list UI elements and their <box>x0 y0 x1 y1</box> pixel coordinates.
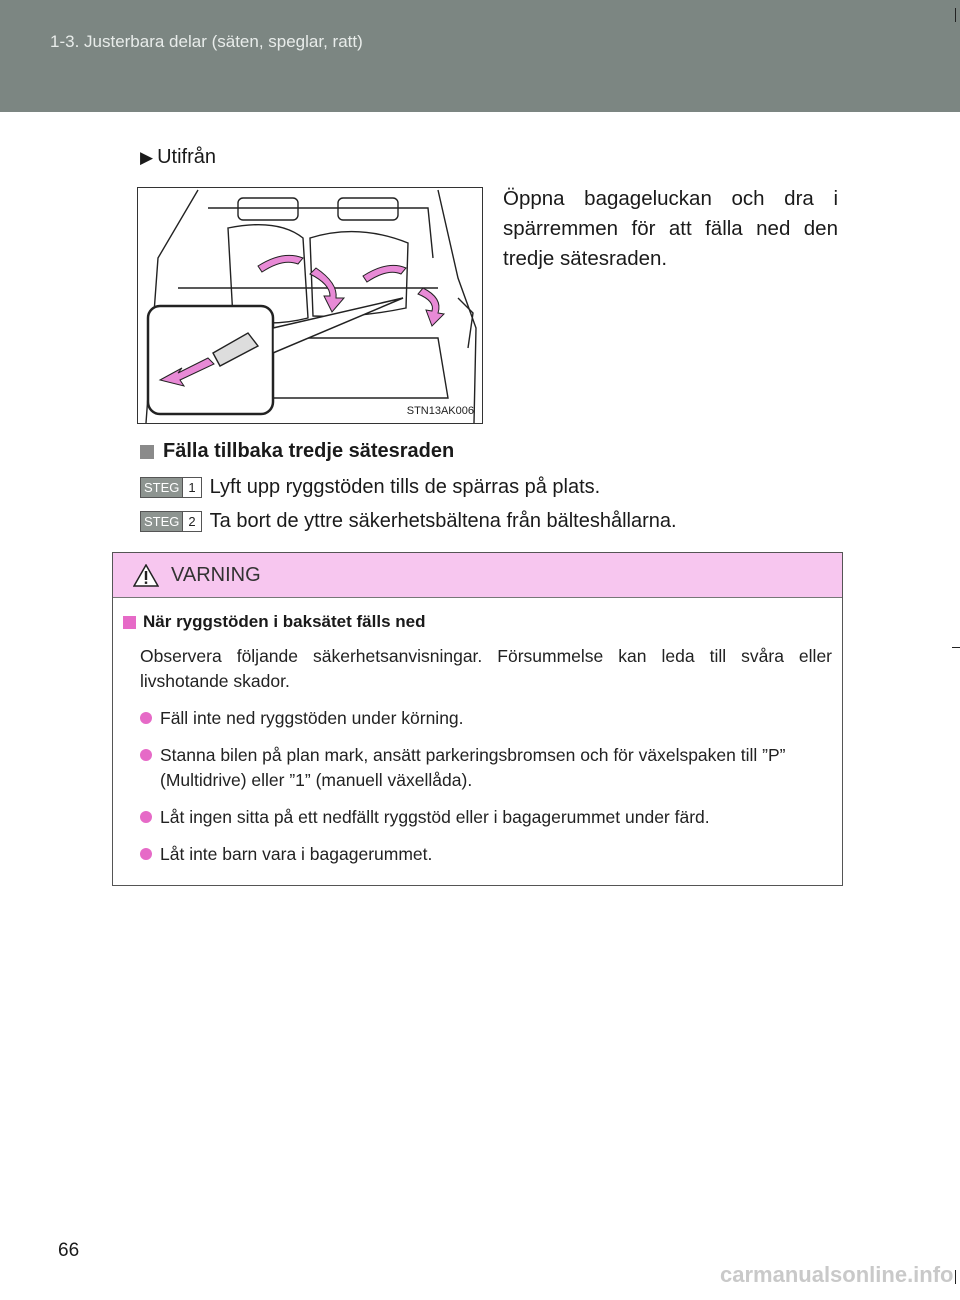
warning-bullet: Låt inte barn vara i bagagerummet. <box>140 842 832 867</box>
step-text: Lyft upp ryggstöden tills de spärras på plats. <box>209 476 601 498</box>
trim-mark <box>955 8 956 22</box>
arrow-right-icon: ▶ <box>140 147 154 167</box>
section-title: 1-3. Justerbara delar (säten, speglar, ratt) <box>50 32 363 51</box>
bullet-dot-icon <box>140 712 152 724</box>
page-header <box>0 0 960 112</box>
square-bullet-icon <box>140 445 154 459</box>
page-number: 66 <box>58 1240 80 1261</box>
warning-bullet: Stanna bilen på plan mark, ansätt parkeringsbromsen och för växelspaken till ”P” (Multidrive) eller ”1” (manuell växellåda). <box>140 743 832 793</box>
step-1 <box>140 476 600 499</box>
bullet-dot-icon <box>140 848 152 860</box>
bullet-dot-icon <box>140 811 152 823</box>
car-trunk-drawing <box>138 188 482 423</box>
trim-mark <box>952 647 960 648</box>
warning-bullet: Fäll inte ned ryggstöden under körning. <box>140 706 832 731</box>
warning-triangle-icon <box>133 564 159 587</box>
step-2 <box>140 510 677 533</box>
watermark: carmanualsonline.info <box>720 1262 954 1287</box>
step-badge: STEG 1 <box>140 477 202 498</box>
seat-folding-illustration <box>137 187 483 424</box>
square-bullet-icon <box>123 616 136 629</box>
warning-title: VARNING <box>171 563 261 586</box>
section-label: ▶ Utifrån <box>140 146 216 168</box>
warning-subheading: När ryggstöden i baksätet fälls ned <box>123 612 832 632</box>
figure-caption: Öppna bagageluckan och dra i spärremmen för att fälla ned den tredje sätesraden. <box>503 187 838 270</box>
step-text: Ta bort de yttre säkerhetsbältena från bälteshållarna. <box>209 510 677 532</box>
warning-bullet: Låt ingen sitta på ett nedfällt ryggstöd eller i bagagerummet under färd. <box>140 805 832 830</box>
trim-mark <box>955 1270 956 1284</box>
step-badge: STEG 2 <box>140 511 202 532</box>
warning-body <box>113 598 842 867</box>
subsection-title: Fälla tillbaka tredje sätesraden <box>140 440 454 463</box>
warning-intro: Observera följande säkerhetsanvisningar. Försummelse kan leda till svåra eller livshotande skador. <box>140 646 832 691</box>
figure-code: STN13AK006 <box>406 405 474 417</box>
warning-header <box>113 553 842 598</box>
bullet-dot-icon <box>140 749 152 761</box>
warning-box <box>112 552 843 886</box>
